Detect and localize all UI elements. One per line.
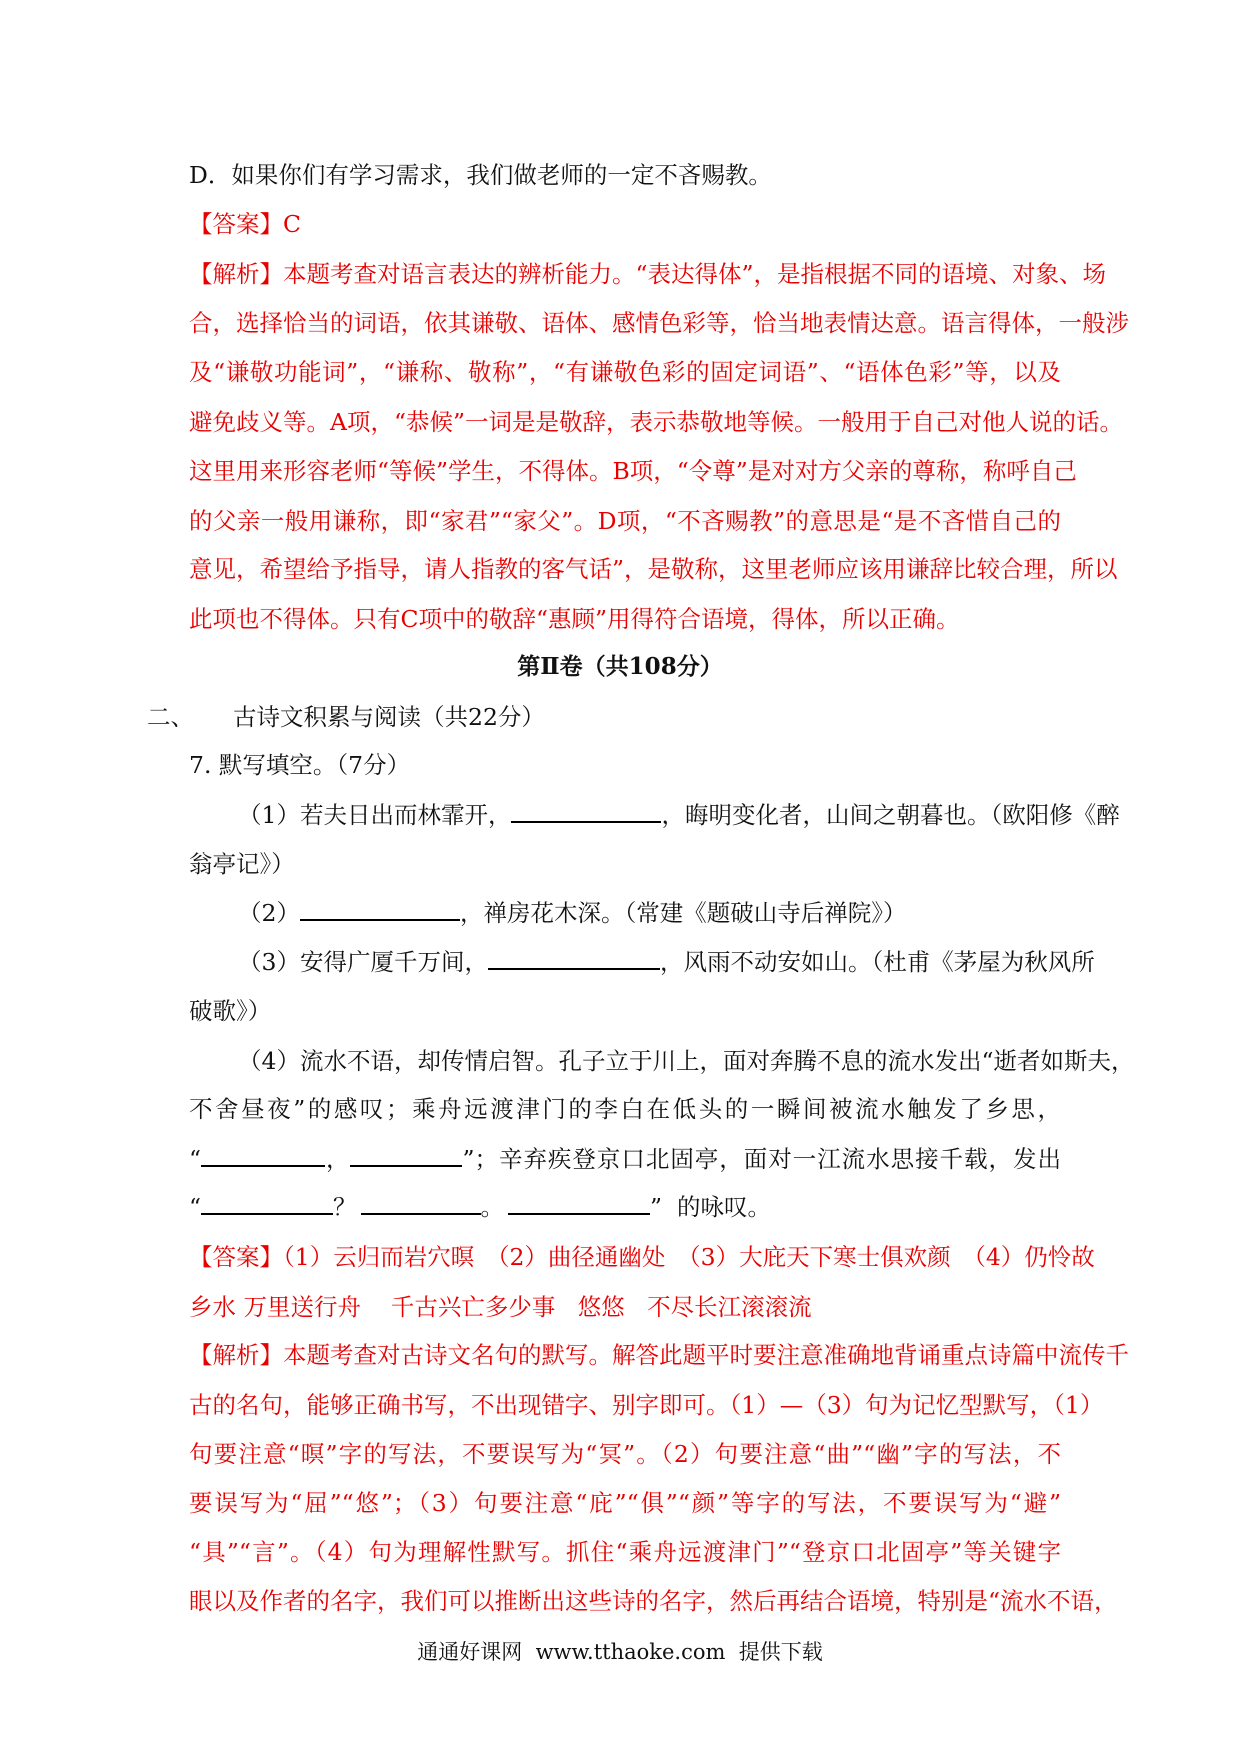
section-2-label: 古诗文积累与阅读（共22分） [233,703,545,731]
question-7-4-line4 [189,1191,1061,1223]
analysis-line: 【解析】本题考查对古诗文名句的默写。解答此题平时要注意准确地背诵重点诗篇中流传千 [189,1341,1129,1369]
answer-blank [300,897,460,921]
q-text: ，禅房花木深。（常建《题破山寺后禅院》） [459,899,907,927]
answer-blank [201,1143,325,1167]
analysis-line: 避免歧义等。A项，“恭候”一词是是敬辞，表示恭敬地等候。一般用于自己对他人说的话。 [189,408,1123,436]
analysis-line: 古的名句，能够正确书写，不出现错字、别字即可。（1）—（3）句为记忆型默写，（1） [189,1391,1104,1419]
analysis-line: 的父亲一般用谦称，即“家君”“家父”。D项，“不吝赐教”的意思是“是不吝惜自己的 [189,507,1061,535]
question-7-3-cont: 破歌》） [189,997,272,1025]
analysis-line: 眼以及作者的名字，我们可以推断出这些诗的名字，然后再结合语境，特别是“流水不语， [189,1587,1118,1615]
analysis-line: 要误写为“屈”“悠”；（3）句要注意“庇”“俱”“颜”等字的写法，不要误写为“避” [189,1489,1061,1517]
question-7-4-line3 [189,1143,1061,1175]
answer-blank [361,1191,481,1215]
question-7-2 [238,897,1061,929]
q-text: ？ [333,1193,357,1221]
answer-label: 【答案】C [189,210,301,238]
answer-line: 乡水 万里送行舟 千古兴亡多少事 悠悠 不尽长江滚滚流 [189,1293,812,1321]
q-text: ，风雨不动安如山。（杜甫《茅屋为秋风所 [659,948,1095,976]
analysis-line: 意见，希望给予指导，请人指教的客气话”，是敬称，这里老师应该用谦辞比较合理，所以 [189,555,1118,583]
question-7-1 [238,799,1120,831]
answer-line: 【答案】（1）云归而岩穴暝 （2）曲径通幽处 （3）大庇天下寒士俱欢颜 （4）仍怜故 [189,1243,1095,1271]
question-7-4: （4）流水不语，却传情启智。孔子立于川上，面对奔腾不息的流水发出“逝者如斯夫， [238,1047,1135,1075]
q-text: “ [189,1193,202,1221]
section-title: 第Ⅱ卷（共108分） [517,653,723,680]
answer-blank [508,1191,650,1215]
answer-blank [511,799,661,823]
analysis-line: 及“谦敬功能词”，“谦称、敬称”，“有谦敬色彩的固定词语”、“语体色彩”等，以及 [189,358,1061,386]
question-7-title: 7. 默写填空。（7分） [189,751,411,779]
analysis-line: “具”“言”。（4）句为理解性默写。抓住“乘舟远渡津门”“登京口北固亭”等关键字 [189,1538,1061,1566]
answer-blank [488,946,660,970]
q-text: （1）若夫日出而林霏开， [238,801,512,829]
question-7-4-line2: 不舍昼夜”的感叹；乘舟远渡津门的李白在低头的一瞬间被流水触发了乡思， [189,1095,1061,1123]
question-7-1-cont: 翁亭记》） [189,850,295,878]
answer-blank [201,1191,333,1215]
page-footer: 通通好课网 www.tthaoke.com 提供下载 [417,1640,823,1664]
q-text: ， [325,1145,351,1173]
q-text: （2） [238,899,300,927]
q-text: ” 的咏叹。 [650,1193,771,1221]
analysis-line: 【解析】本题考查对语言表达的辨析能力。“表达得体”，是指根据不同的语境、对象、场 [189,260,1107,288]
q-text: （3）安得广厦千万间， [238,948,488,976]
q-text: ，晦明变化者，山间之朝暮也。（欧阳修《醉 [661,801,1120,829]
analysis-line: 句要注意“暝”字的写法，不要误写为“冥”。（2）句要注意“曲”“幽”字的写法，不 [189,1440,1061,1468]
answer-blank [350,1143,462,1167]
analysis-line: 合，选择恰当的词语，依其谦敬、语体、感情色彩等，恰当地表情达意。语言得体，一般涉 [189,309,1129,337]
q-text: “ [189,1145,202,1173]
section-2-number: 二、 [147,703,194,731]
q-text: 。 [480,1193,505,1221]
q-text: ”；辛弃疾登京口北固亭，面对一江流水思接千载，发出 [462,1145,1062,1173]
analysis-line: 这里用来形容老师“等候”学生，不得体。B项，“令尊”是对对方父亲的尊称，称呼自己 [189,457,1077,485]
question-7-3 [238,946,1095,978]
analysis-line: 此项也不得体。只有C项中的敬辞“惠顾”用得符合语境，得体，所以正确。 [189,605,960,633]
option-d: D．如果你们有学习需求，我们做老师的一定不吝赐教。 [189,161,772,189]
